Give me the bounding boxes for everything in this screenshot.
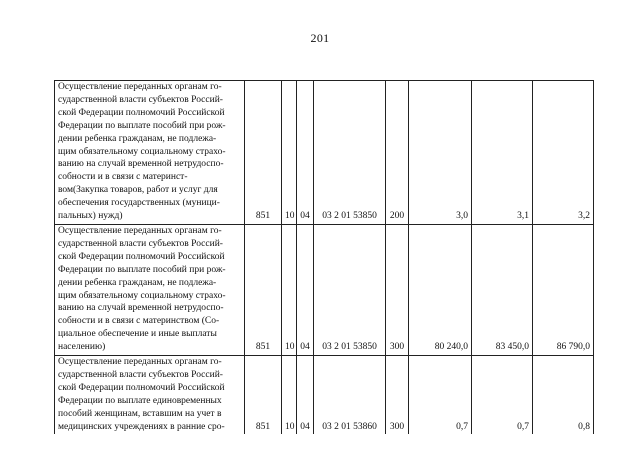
description-line: Федерации по выплате пособий при рож- <box>58 264 226 275</box>
description-line: сударственной власти субъектов Россий- <box>58 94 223 105</box>
section-code-cell: 10 <box>282 224 297 355</box>
target-article-cell: 03 2 01 53860 <box>314 356 386 435</box>
description-cell <box>55 81 245 225</box>
budget-table <box>54 80 594 434</box>
ministry-code-cell: 851 <box>245 356 282 435</box>
description-line: дении ребенка гражданам, не подлежа- <box>58 133 217 144</box>
table-row <box>55 81 594 225</box>
table-row <box>55 356 594 435</box>
amount-3-cell: 86 790,0 <box>533 224 594 355</box>
description-line: Федерации по выплате пособий при рож- <box>58 120 226 131</box>
description-line: вом(Закупка товаров, работ и услуг для <box>58 185 218 196</box>
description-line: ской Федерации полномочий Российской <box>58 251 225 262</box>
subsection-code-cell: 04 <box>297 81 314 225</box>
description-line: циальное обеспечение и иные выплаты <box>58 329 217 340</box>
description-line: щим обязательному социальному страхо- <box>58 146 226 157</box>
subsection-code-cell: 04 <box>297 224 314 355</box>
description-line: Федерации по выплате единовременных <box>58 395 222 406</box>
target-article-cell: 03 2 01 53850 <box>314 81 386 225</box>
description-line: Осуществление переданных органам го- <box>58 357 222 368</box>
expense-type-cell: 300 <box>386 356 409 435</box>
section-code-cell: 10 <box>282 81 297 225</box>
amount-2-cell: 83 450,0 <box>472 224 533 355</box>
amount-1-cell: 0,7 <box>409 356 472 435</box>
amount-2-cell: 0,7 <box>472 356 533 435</box>
description-line: медицинских учреждениях в ранние сро- <box>58 421 225 432</box>
description-line: собности и в связи с материнст- <box>58 172 188 183</box>
expense-type-cell: 200 <box>386 81 409 225</box>
description-line: щим обязательному социальному страхо- <box>58 290 226 301</box>
description-cell <box>55 356 245 435</box>
ministry-code-cell: 851 <box>245 224 282 355</box>
page-number: 201 <box>310 31 330 45</box>
description-line: населению) <box>58 342 106 353</box>
description-line: сударственной власти субъектов Россий- <box>58 238 223 249</box>
description-line: ской Федерации полномочий Российской <box>58 107 225 118</box>
amount-3-cell: 0,8 <box>533 356 594 435</box>
description-line: ской Федерации полномочий Российской <box>58 382 225 393</box>
description-line: ванию на случай временной нетрудоспо- <box>58 159 224 170</box>
amount-1-cell: 80 240,0 <box>409 224 472 355</box>
subsection-code-cell: 04 <box>297 356 314 435</box>
description-line: сударственной власти субъектов Россий- <box>58 369 223 380</box>
description-line: дении ребенка гражданам, не подлежа- <box>58 277 217 288</box>
description-line: ванию на случай временной нетрудоспо- <box>58 303 224 314</box>
description-cell <box>55 224 245 355</box>
description-line: пальных) нужд) <box>58 211 123 222</box>
ministry-code-cell: 851 <box>245 81 282 225</box>
expense-type-cell: 300 <box>386 224 409 355</box>
description-line: обеспечения государственных (муници- <box>58 198 220 209</box>
description-line: Осуществление переданных органам го- <box>58 82 222 92</box>
amount-3-cell: 3,2 <box>533 81 594 225</box>
amount-1-cell: 3,0 <box>409 81 472 225</box>
description-line: собности и в связи с материнством (Со- <box>58 316 220 327</box>
description-line: Осуществление переданных органам го- <box>58 225 222 236</box>
description-line: пособий женщинам, вставшим на учет в <box>58 408 222 419</box>
table-row <box>55 224 594 355</box>
section-code-cell: 10 <box>282 356 297 435</box>
amount-2-cell: 3,1 <box>472 81 533 225</box>
target-article-cell: 03 2 01 53850 <box>314 224 386 355</box>
